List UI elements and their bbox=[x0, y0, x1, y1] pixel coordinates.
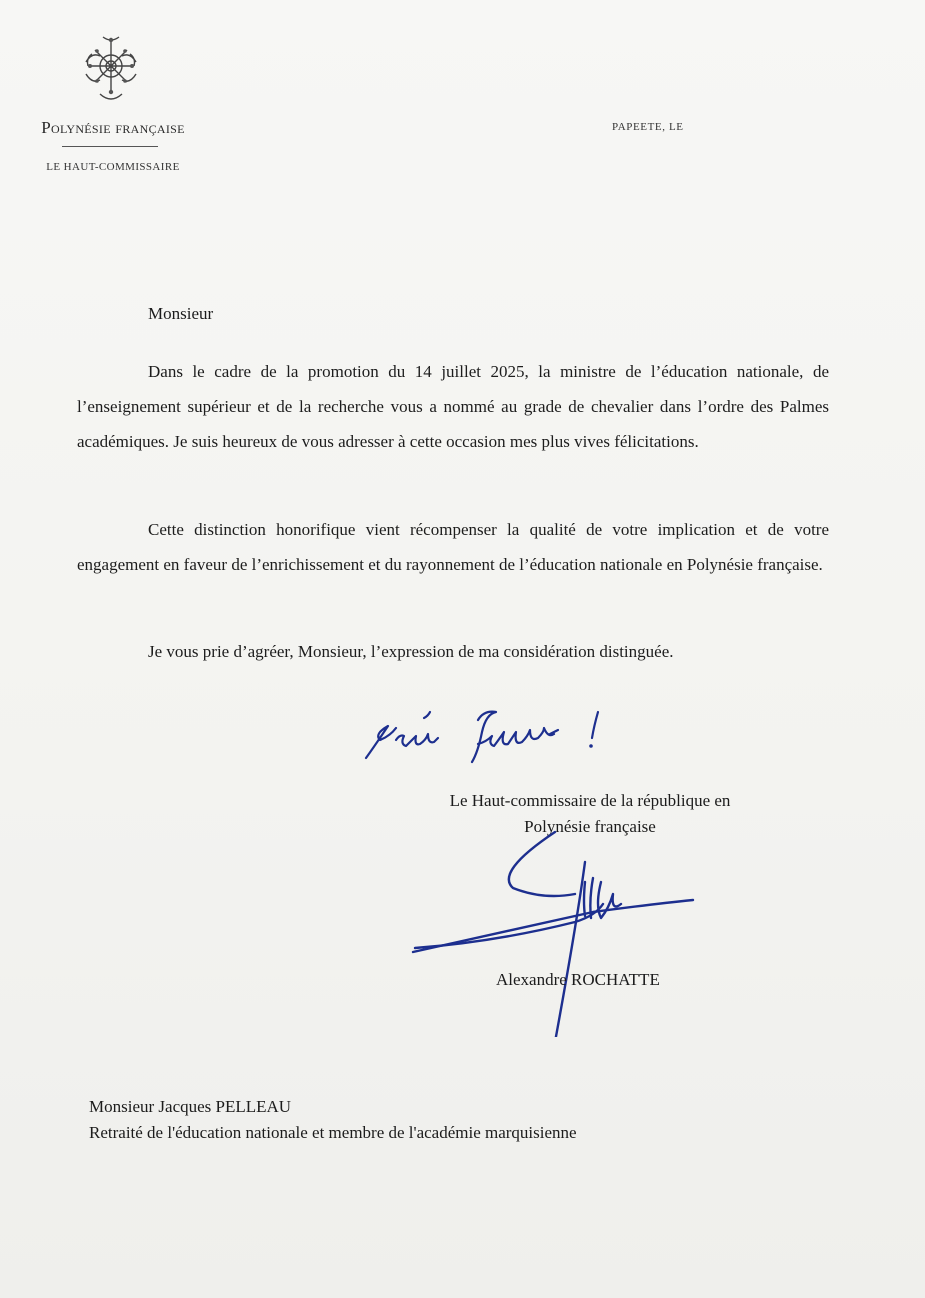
header-divider bbox=[62, 146, 158, 147]
paragraph-2: Cette distinction honorifique vient récompenser la qualité de votre implication et de votre engagement en faveur de l’enrichissement et du rayonnement de l’éducation nationale en Polynésie française. bbox=[77, 520, 829, 574]
paragraph-1: Dans le cadre de la promotion du 14 juillet 2025, la ministre de l’éducation nationale, de l’enseignement supérieur et de la recherche vous a nommé au grade de chevalier dans l’ordre des Palmes académiques. Je suis heureux de vous adresser à cette occasion mes plus vives félicitations. bbox=[77, 362, 829, 451]
republic-emblem-icon bbox=[78, 32, 144, 104]
signature-icon bbox=[405, 822, 705, 1037]
recipient-description: Retraité de l'éducation nationale et membre de l'académie marquisienne bbox=[89, 1123, 577, 1142]
salutation: Monsieur bbox=[148, 304, 214, 323]
signer-name: Alexandre ROCHATTE bbox=[496, 970, 660, 989]
organization-name: Polynésie française bbox=[41, 118, 185, 137]
signer-title-line-2: Polynésie française bbox=[524, 817, 656, 836]
closing-formula: Je vous prie d’agréer, Monsieur, l’expression de ma considération distinguée. bbox=[148, 642, 674, 661]
handwritten-note bbox=[360, 700, 620, 770]
place-date: PAPEETE, LE bbox=[612, 121, 684, 133]
recipient-block bbox=[89, 1094, 577, 1146]
recipient-name: Monsieur Jacques PELLEAU bbox=[89, 1097, 292, 1116]
signer-title-line-1: Le Haut-commissaire de la république en bbox=[449, 791, 731, 810]
office-title: LE HAUT-COMMISSAIRE bbox=[46, 161, 180, 173]
